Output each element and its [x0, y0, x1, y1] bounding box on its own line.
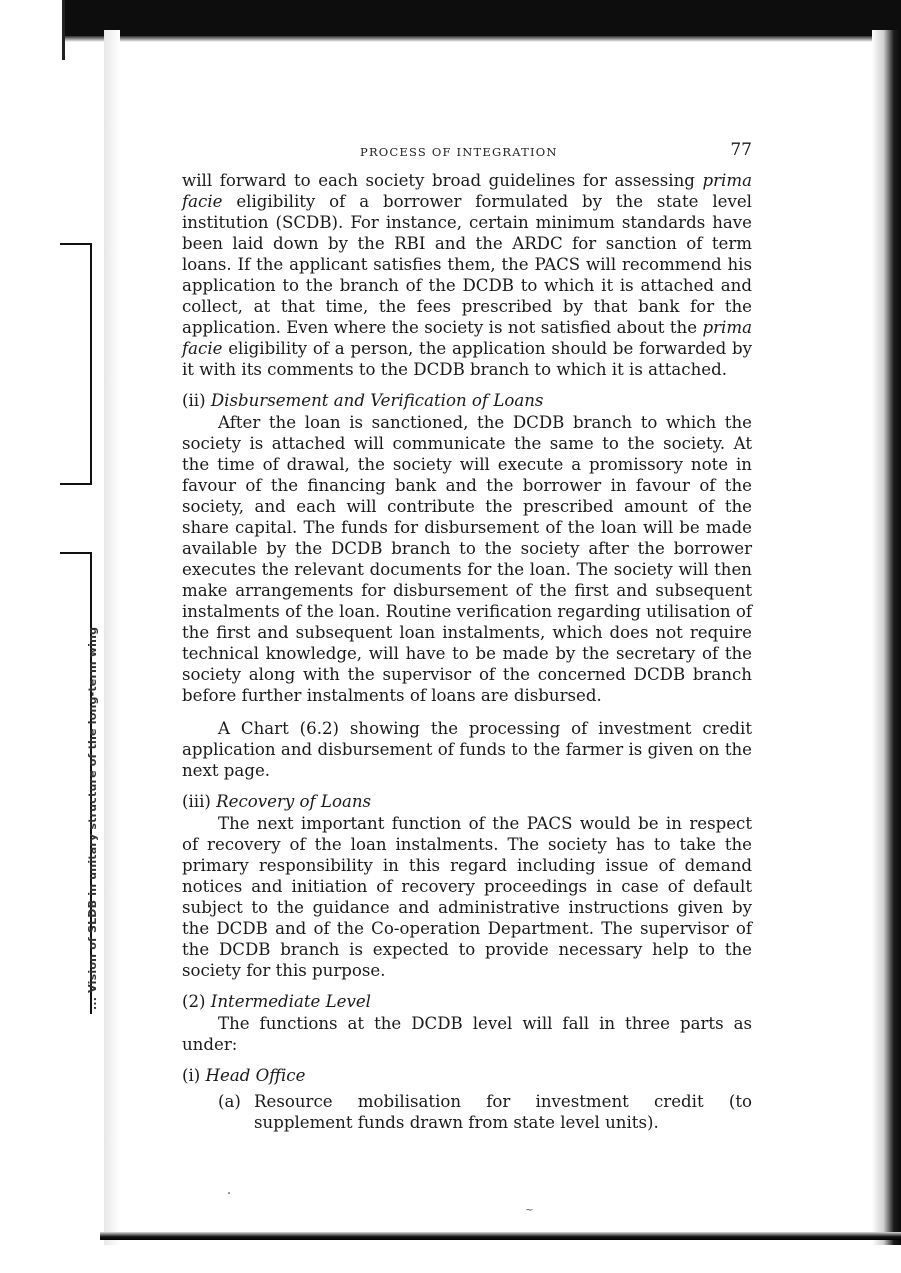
- list-item-text: Resource mobilisation for investment credit (to supplement funds drawn from state level units).: [254, 1092, 752, 1132]
- page-left-edge: [62, 0, 65, 60]
- list-item: [182, 1091, 752, 1133]
- heading-title: Disbursement and Verification of Loans: [210, 391, 544, 410]
- scan-smudge: ~: [525, 1205, 534, 1216]
- heading-number: (2): [182, 992, 206, 1011]
- page-number: 77: [730, 140, 752, 160]
- paragraph-chart-reference: A Chart (6.2) showing the processing of investment credit application and disbursement of funds to the farmer is given on the next page.: [182, 719, 752, 780]
- text-run: will forward to each society broad guidelines for assessing: [182, 171, 703, 190]
- heading-title: Head Office: [205, 1066, 306, 1085]
- paragraph-eligibility: [182, 170, 752, 380]
- italic-term: prima facie: [182, 318, 752, 358]
- heading-disbursement: [182, 390, 752, 412]
- page-binding-top-fade: [62, 36, 901, 42]
- heading-recovery: [182, 791, 752, 813]
- italic-term: prima facie: [182, 171, 752, 211]
- spacer: [182, 706, 752, 718]
- heading-number: (iii): [182, 792, 211, 811]
- page-binding-top: [62, 0, 901, 36]
- paragraph-recovery: The next important function of the PACS would be in respect of recovery of the loan instalments. The society has to take the primary responsibility in this regard including issue of demand notices and initiation of recovery proceedings in case of default subject to the guidance and administrative instructions given by the DCDB and of the Co-operation Department. The supervisor of the DCDB branch is expected to provide necessary help to the society for this purpose.: [182, 814, 752, 980]
- page-right-edge: [872, 30, 901, 1245]
- page-gutter-shadow: [104, 30, 120, 1245]
- running-head: [182, 140, 752, 170]
- list-marker: (a): [218, 1092, 241, 1111]
- facing-page-bracket-upper: [60, 243, 92, 485]
- page-binding-bottom: [100, 1232, 901, 1240]
- heading-intermediate-level: [182, 991, 752, 1013]
- text-run: eligibility of a borrower formulated by the state level institution (SCDB). For instance, certain minimum standards have been laid down by the RBI and the ARDC for sanction of term loans. If the applicant satisfies them, the PACS will recommend his application to the branch of the DCDB to which it is attached and collect, at that time, the fees prescribed by that bank for the application. Even where the society is not satisfied about the: [182, 192, 752, 337]
- paragraph-dcdb-functions: The functions at the DCDB level will fall in three parts as under:: [182, 1014, 752, 1054]
- heading-number: (ii): [182, 391, 206, 410]
- head-office-list: [182, 1091, 752, 1133]
- heading-title: Recovery of Loans: [216, 792, 372, 811]
- paragraph-disbursement: After the loan is sanctioned, the DCDB branch to which the society is attached will communicate the same to the society. At the time of drawal, the society will execute a promissory note in favour of the financing bank and the borrower in favour of the society, and each will contribute the prescribed amount of the share capital. The funds for disbursement of the loan will be made available by the DCDB branch to the society after the borrower executes the relevant documents for the loan. The society will then make arrangements for disbursement of the first and subsequent instalments of the loan. Routine verification regarding utilisation of the first and subsequent loan instalments, which does not require technical knowledge, will have to be made by the secretary of the society along with the supervisor of the concerned DCDB branch before further instalments of loans are disbursed.: [182, 413, 752, 705]
- heading-title: Intermediate Level: [210, 992, 371, 1011]
- heading-number: (i): [182, 1066, 201, 1085]
- heading-head-office: [182, 1065, 752, 1087]
- running-title: PROCESS OF INTEGRATION: [360, 145, 558, 159]
- text-run: eligibility of a person, the application should be forwarded by it with its comments to the DCDB branch to which it is attached.: [182, 339, 752, 379]
- page-body: [182, 140, 752, 1133]
- facing-page-margin-note: ... Vision of SLDB in unitary structure of the long-term wing: [86, 626, 99, 1010]
- scan-speck: [228, 1192, 230, 1194]
